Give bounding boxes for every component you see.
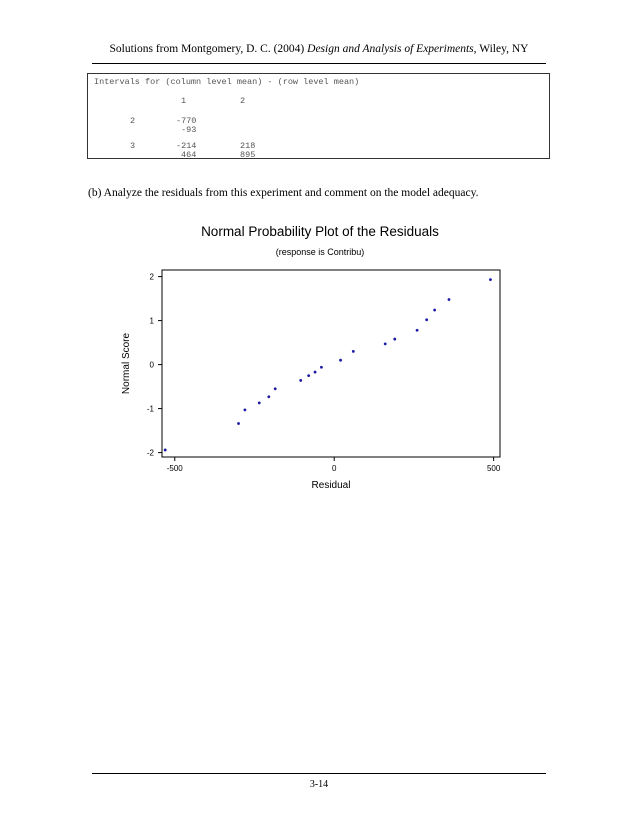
data-point [307, 374, 310, 377]
interval-output-box [87, 73, 550, 159]
data-point [425, 318, 428, 321]
data-point [433, 309, 436, 312]
data-point [274, 387, 277, 390]
plot-frame [162, 270, 500, 457]
data-point [489, 278, 492, 281]
data-point [267, 395, 270, 398]
interval-cell-upper: 464 [181, 150, 197, 160]
footer-rule [92, 773, 546, 774]
data-point [384, 343, 387, 346]
data-point [244, 409, 247, 412]
header-citation-prefix: Solutions from Montgomery, D. C. (2004) [109, 43, 308, 55]
question-text: (b) Analyze the residuals from this experiment and comment on the model adequacy. [88, 187, 479, 199]
y-tick-label: 0 [149, 360, 154, 370]
interval-col-header-1: 1 [181, 96, 187, 106]
normal-probability-plot [100, 220, 540, 495]
y-tick-label: 1 [149, 316, 154, 326]
data-point [393, 338, 396, 341]
header-book-title: Design and Analysis of Experiments [307, 43, 474, 55]
interval-row-label-2: 2 [130, 116, 136, 126]
interval-cell-lower: -770 [176, 116, 197, 126]
interval-cell-upper: 895 [240, 150, 256, 160]
data-point [339, 359, 342, 362]
page-header [0, 43, 638, 55]
normal-probability-figure [100, 220, 540, 495]
x-tick-label: 500 [486, 464, 501, 473]
interval-col-header-2: 2 [240, 96, 246, 106]
page-number: 3-14 [309, 779, 329, 790]
header-rule [92, 63, 546, 64]
data-point [416, 329, 419, 332]
data-point [237, 422, 240, 425]
data-point [258, 401, 261, 404]
y-axis-label: Normal Score [121, 332, 132, 395]
data-point [164, 449, 167, 452]
x-axis-label: Residual [311, 480, 351, 491]
interval-cell-upper: -93 [181, 125, 197, 135]
data-point [299, 379, 302, 382]
interval-cell-lower: -214 [176, 141, 197, 151]
data-point [314, 371, 317, 374]
y-tick-label: 2 [149, 272, 154, 282]
header-citation-suffix: , Wiley, NY [473, 43, 529, 55]
interval-row-label-3: 3 [130, 141, 136, 151]
interval-cell-lower: 218 [240, 141, 256, 151]
chart-title: Normal Probability Plot of the Residuals [201, 224, 439, 239]
x-tick-label: -500 [166, 464, 183, 473]
data-point [448, 298, 451, 301]
y-tick-label: -1 [146, 404, 154, 414]
interval-title: Intervals for (column level mean) - (row level mean) [94, 77, 360, 87]
chart-subtitle: (response is Contribu) [275, 247, 365, 257]
x-tick-label: 0 [331, 464, 337, 473]
data-point [320, 366, 323, 369]
y-tick-label: -2 [146, 448, 154, 458]
data-point [352, 350, 355, 353]
